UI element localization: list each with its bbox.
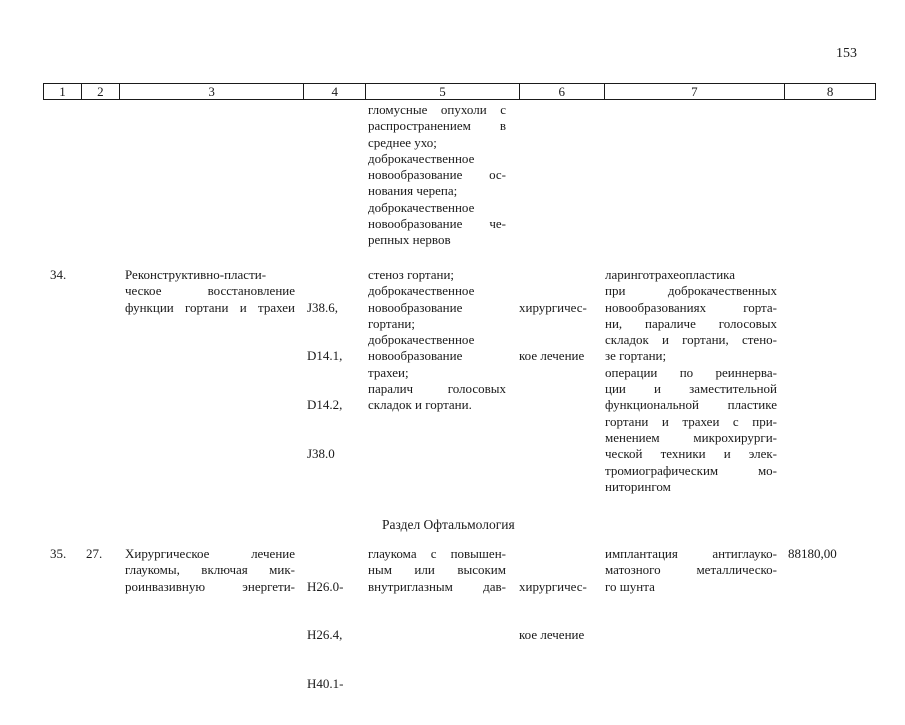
text-line: глаукомы, включая мик-: [125, 562, 295, 578]
text-line: J38.0: [307, 446, 335, 462]
header-cell-3: 3: [120, 84, 305, 99]
table-header-row: [43, 83, 876, 100]
text-line: роинвазивную энергети-: [125, 578, 295, 594]
text-line: ческое восстановление: [125, 283, 295, 299]
treatment-name: [125, 546, 295, 595]
text-line: имплантация антиглауко-: [605, 546, 777, 561]
text-line: доброкачественное: [368, 283, 475, 299]
treatment-name: [125, 267, 295, 316]
text-line: нования черепа;: [368, 183, 458, 199]
text-line: складок и гортани, стено-: [605, 332, 777, 348]
header-cell-8: 8: [826, 84, 834, 99]
text-line: гломусные опухоли с: [368, 102, 506, 117]
text-line: операции по реиннерва-: [605, 364, 777, 380]
continuation-col5: [368, 102, 506, 249]
text-line: H26.4,: [307, 627, 343, 643]
text-line: среднее ухо;: [368, 134, 437, 150]
group-number: 27.: [86, 546, 103, 561]
text-line: J38.6,: [307, 299, 339, 315]
text-line: при доброкачественных: [605, 283, 777, 299]
text-line: трахеи;: [368, 364, 409, 380]
text-line: хирургичес-: [519, 299, 587, 315]
text-line: функции гортани и трахеи: [125, 299, 295, 315]
header-cell-7: 7: [605, 84, 786, 99]
text-line: ларинготрахеопластика: [605, 267, 736, 282]
treatment-method: [605, 546, 777, 595]
text-line: ниторингом: [605, 478, 671, 494]
text-line: новообразованиях горта-: [605, 299, 777, 315]
treatment-type: [519, 546, 587, 676]
text-line: матозного металлическо-: [605, 562, 777, 578]
text-line: доброкачественное: [368, 199, 475, 215]
header-cell-6: 6: [520, 84, 605, 99]
text-line: тромиографическим мо-: [605, 462, 777, 478]
text-line: доброкачественное: [368, 150, 475, 166]
patient-model: [368, 267, 506, 414]
text-line: внутриглазным дав-: [368, 578, 506, 594]
text-line: доброкачественное: [368, 332, 475, 348]
text-line: новообразование ос-: [368, 167, 506, 183]
text-line: функциональной пластике: [605, 397, 777, 413]
page-number: 153: [836, 46, 857, 61]
text-line: кое лечение: [519, 627, 585, 643]
cost: 88180,00: [788, 546, 837, 561]
text-line: кое лечение: [519, 348, 585, 364]
text-line: гортани;: [368, 315, 415, 331]
text-line: D14.1,: [307, 348, 343, 364]
text-line: хирургичес-: [519, 578, 587, 594]
text-line: гортани и трахеи с при-: [605, 413, 777, 429]
text-line: ции и заместительной: [605, 381, 777, 397]
header-cell-4: 4: [304, 84, 366, 99]
treatment-type: [519, 267, 587, 397]
text-line: новообразование: [368, 348, 463, 364]
text-line: новообразование: [368, 299, 463, 315]
text-line: ным или высоким: [368, 562, 506, 578]
header-cell-5: 5: [366, 84, 520, 99]
icd-codes: [307, 546, 343, 725]
row-number: 34.: [50, 267, 67, 282]
text-line: D14.2,: [307, 397, 343, 413]
text-line: новообразование че-: [368, 216, 506, 232]
text-line: Реконструктивно-пласти-: [125, 267, 267, 282]
row-number: 35.: [50, 546, 67, 561]
text-line: глаукома с повышен-: [368, 546, 506, 561]
text-line: Хирургическое лечение: [125, 546, 295, 561]
text-line: го шунта: [605, 578, 655, 594]
treatment-method: [605, 267, 777, 495]
text-line: H40.1-: [307, 676, 344, 692]
text-line: складок и гортани.: [368, 397, 472, 413]
text-line: паралич голосовых: [368, 381, 506, 397]
header-cell-2: 2: [82, 84, 120, 99]
text-line: репных нервов: [368, 232, 451, 248]
header-cell-1: 1: [44, 84, 82, 99]
text-line: H26.0-: [307, 578, 344, 594]
patient-model: [368, 546, 506, 595]
section-title: Раздел Офтальмология: [382, 517, 515, 532]
text-line: менением микрохирурги-: [605, 429, 777, 445]
icd-codes: [307, 267, 342, 495]
text-line: зе гортани;: [605, 348, 667, 364]
text-line: ческой техники и элек-: [605, 446, 777, 462]
text-line: стеноз гортани;: [368, 267, 455, 282]
text-line: распространением в: [368, 118, 506, 134]
text-line: ни, параличе голосовых: [605, 315, 777, 331]
